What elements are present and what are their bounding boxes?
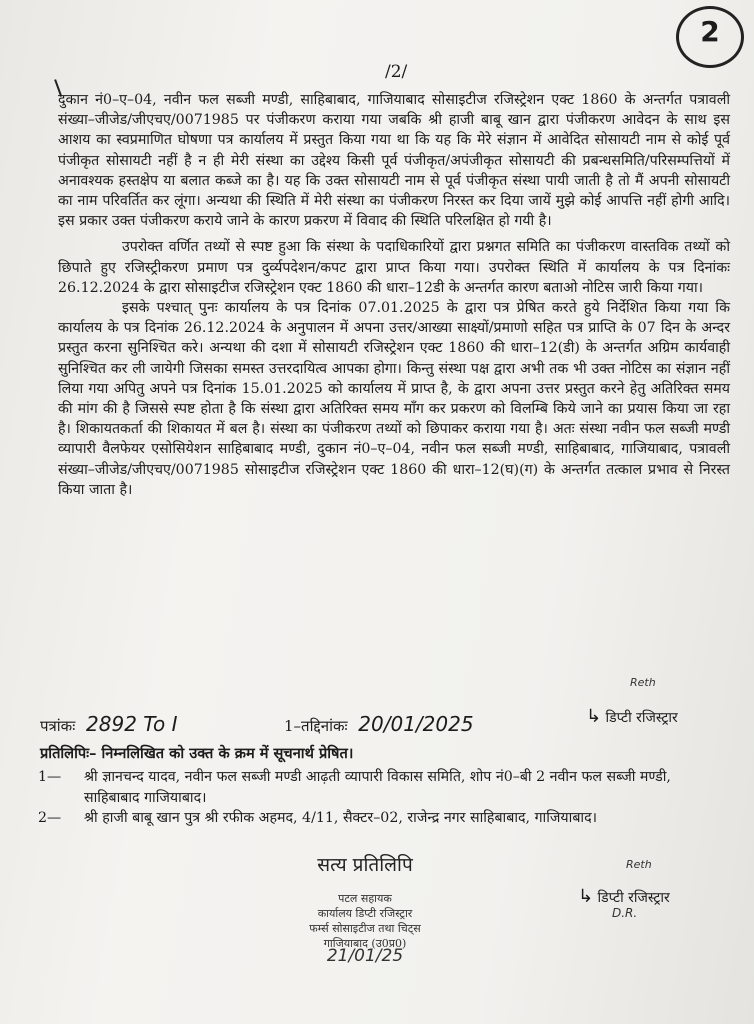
copy-item-2-text: श्री हाजी बाबू खान पुत्र श्री रफीक अहमद, 4/11, सैक्टर–02, राजेन्द्र नगर साहिबाबाद, गाजियाबाद। [84, 810, 598, 826]
copy-item-1-text: श्री ज्ञानचन्द यादव, नवीन फल सब्जी मण्डी आढ़ती व्यापारी विकास समिति, शोप नं0–बी 2 नवीन फल सब्जी मण्डी, साहिबाबाद गाजियाबाद। [84, 769, 671, 806]
copy-item-1-num: 1— [38, 769, 62, 785]
circled-page-number-text: 2 [700, 15, 720, 48]
letter-body [58, 90, 730, 500]
dispatch-date-line [284, 712, 474, 736]
dispatch-number: 2892 To I [86, 712, 178, 736]
stamp-date: 21/01/25 [326, 946, 404, 966]
signature-title-1-text: डिप्टी रजिस्ट्रार [605, 710, 678, 726]
dispatch-date-label: 1–तद्दिनांकः [284, 717, 348, 735]
signature-suffix-2: D.R. [612, 906, 638, 920]
stamp-line-3: फर्म्स सोसाइटीज तथा चिट्स [309, 922, 421, 935]
copy-item-2 [38, 808, 728, 829]
dispatch-label: पत्रांकः [40, 717, 76, 735]
stamp-line-2: कार्यालय डिप्टी रजिस्ट्रार [317, 907, 413, 920]
copy-item-1 [38, 767, 728, 809]
stamp-heading: सत्य प्रतिलिपि [317, 854, 413, 876]
paragraph-2: उपरोक्त वर्णित तथ्यों से स्पष्ट हुआ कि संस्था के पदाधिकारियों द्वारा प्रश्नगत समिति का पंजीकरण वास्तविक तथ्यों को छिपाते हुए रजिस्ट्रीकरण प्रमाण पत्र दुर्व्यपदेशन/कपट द्वारा प्राप्त किया गया। उपरोक्त स्थिति में कार्यालय के पत्र दिनांकः 26.12.2024 के द्वारा सोसाइटीज रजिस्ट्रेशन एक्ट 1860 की धारा–12डी के अन्तर्गत कारण बताओ नोटिस जारी किया गया। [58, 239, 730, 296]
copy-item-2-num: 2— [38, 810, 62, 826]
page-marker: /2/ [385, 62, 408, 82]
signature-initials-2: Reth [626, 858, 652, 871]
circled-page-number [676, 6, 744, 68]
paragraph-3: इसके पश्चात् पुनः कार्यालय के पत्र दिनांक 07.01.2025 के द्वारा पत्र प्रेषित करते हुये निर्देशित किया गया कि कार्यालय के पत्र दिनांक 26.12.2024 के अनुपालन में अपना उत्तर/आख्या साक्ष्यों/प्रमाणो सहित पत्र प्राप्ति के 07 दिन के अन्दर प्रस्तुत करना सुनिश्चित करे। अन्यथा की दशा में सोसायटी रजिस्ट्रेशन एक्ट 1860 की धारा–12(डी) के अन्तर्गत अग्रिम कार्यवाही सुनिश्चित कर ली जायेगी जिसका समस्त उत्तरदायित्व आपका होगा। किन्तु संस्था पक्ष द्वारा अभी तक भी उक्त नोटिस का संज्ञान नहीं लिया गया अपितु अपने पत्र दिनांक 15.01.2025 को कार्यालय में प्राप्त है, के द्वारा अपना उत्तर प्रस्तुत करने हेतु अतिरिक्त समय की मांग की है जिससे स्पष्ट होता है कि संस्था द्वारा अतिरिक्त समय माँग कर प्रकरण को विलम्बि किये जाने का प्रयास किया जा रहा है। शिकायतकर्ता की शिकायत में बल है। संस्था का पंजीकरण तथ्यों को छिपाकर कराया गया है। अतः संस्था नवीन फल सब्जी मण्डी व्यापारी वैलफेयर एसोसियेशन साहिबाबाद मण्डी, दुकान नं0–ए–04, नवीन फल सब्जी मण्डी, साहिबाबाद, गाजियाबाद, पत्रावली संख्या–जीजेड/जीएचए/0071985 सोसाइटीज रजिस्ट्रेशन एक्ट 1860 की धारा–12(घ)(ग) के अन्तर्गत तत्काल प्रभाव से निरस्त किया जाता है। [58, 300, 730, 498]
dispatch-line [40, 712, 178, 736]
signature-title-2-text: डिप्टी रजिस्ट्रार [597, 890, 670, 906]
dispatch-date: 20/01/2025 [358, 712, 474, 736]
signature-title-1: ↳ डिप्टी रजिस्ट्रार [586, 706, 678, 727]
true-copy-stamp [290, 854, 440, 966]
signature-title-2: ↳ डिप्टी रजिस्ट्रार [578, 886, 670, 907]
signature-initials-1: Reth [630, 676, 656, 689]
copy-heading: प्रतिलिपिः– निम्नलिखित को उक्त के क्रम में सूचनार्थ प्रेषित। [40, 745, 354, 762]
stamp-line-4: गाजियाबाद (उ0प्र0) [323, 937, 407, 950]
stamp-line-1: पटल सहायक [338, 892, 392, 905]
paragraph-1: दुकान नं0–ए–04, नवीन फल सब्जी मण्डी, साहिबाबाद, गाजियाबाद सोसाइटीज रजिस्ट्रेशन एक्ट 1860 के अन्तर्गत पत्रावली संख्या–जीजेड/जीएचए/0071985 पर पंजीकरण कराया गया जबकि श्री हाजी बाबू खान द्वारा पंजीकरण आवेदन के साथ इस आशय का स्वप्रमाणित घोषणा पत्र कार्यालय में प्रस्तुत किया गया था कि यह कि मेरे संज्ञान में आवेदित सोसायटी नाम से कोई पूर्व पंजीकृत सोसायटी नहीं है न ही मेरी संस्था का उद्देश्य किसी पूर्व पंजीकृत/अपंजीकृत सोसायटी की प्रबन्धसमिति/परिसम्पत्तियों में अनावश्यक हस्तक्षेप या बलात कब्जे का है। यह कि उक्त सोसायटी नाम से पूर्व पंजीकृत संस्था पायी जाती है तो मैं अपनी सोसायटी का नाम परिवर्तित कर लूंगा। अन्यथा की स्थिति में मेरी संस्था का पंजीकरण निरस्त कर दिया जायें मुझे कोई आपत्ति नहीं होगी आदि। इस प्रकार उक्त पंजीकरण कराये जाने के कारण प्रकरण में विवाद की स्थिति परिलक्षित हो गयी है। [58, 92, 730, 230]
